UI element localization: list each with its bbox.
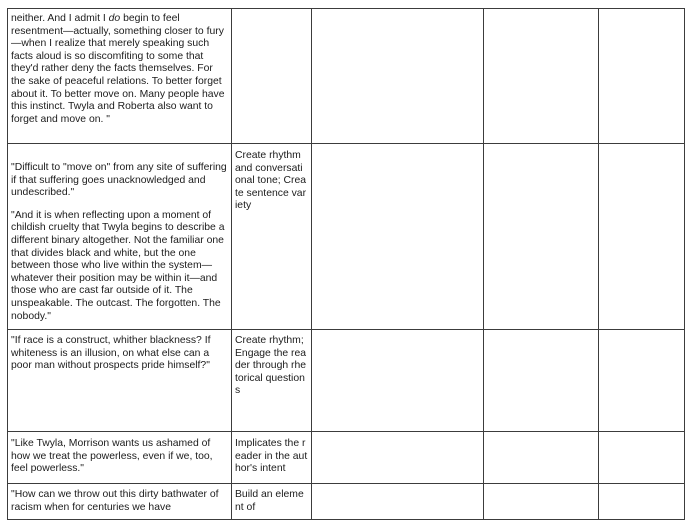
empty-cell bbox=[599, 432, 685, 484]
quote-cell bbox=[8, 144, 232, 330]
empty-cell bbox=[312, 9, 484, 144]
empty-cell bbox=[484, 9, 599, 144]
quote-text: "Like Twyla, Morrison wants us ashamed of how we treat the powerless, even if we, too, feel powerless." bbox=[11, 438, 213, 475]
emphasis-do: do bbox=[108, 13, 121, 24]
empty-cell bbox=[312, 330, 484, 432]
empty-cell bbox=[599, 484, 685, 520]
device-cell: Build an element of bbox=[232, 484, 312, 520]
quote-text: "If race is a construct, whither blackness? If whiteness is an illusion, on what else can a poor man without prospects pride himself?" bbox=[11, 335, 211, 372]
empty-cell bbox=[599, 330, 685, 432]
table-row bbox=[8, 484, 685, 520]
empty-cell bbox=[312, 484, 484, 520]
device-cell: Create rhythm and conversational tone; Create sentence variety bbox=[232, 144, 312, 330]
empty-cell bbox=[312, 432, 484, 484]
empty-cell bbox=[484, 144, 599, 330]
empty-cell bbox=[484, 432, 599, 484]
quote-text: "How can we throw out this dirty bathwater of racism when for centuries we have bbox=[11, 489, 219, 513]
empty-cell bbox=[599, 144, 685, 330]
quote-cell bbox=[8, 330, 232, 432]
quote-cell bbox=[8, 9, 232, 144]
quote-text: "And it is when reflecting upon a moment of childish cruelty that Twyla begins to describe a different binary altogether. Not the familiar one that divides black and white, but the one between those who live within the system—whatever their position may be within it—and those who are cast far outside of it. The unspeakable. The outcast. The forgotten. The nobody." bbox=[11, 209, 225, 322]
device-cell: Create rhythm; Engage the reader through rhetorical questions bbox=[232, 330, 312, 432]
analysis-table bbox=[7, 8, 685, 520]
quote-cell bbox=[8, 432, 232, 484]
device-cell bbox=[232, 9, 312, 144]
empty-cell bbox=[312, 144, 484, 330]
table-row bbox=[8, 9, 685, 144]
quote-text: neither. And I admit I do begin to feel resentment—actually, something closer to fury—when I realize that merely speaking such facts aloud is so discomfiting to some that they'd rather deny the facts themselves. For the sake of peaceful relations. To better forget about it. To better move on. Many people have this instinct. Twyla and Roberta also want to forget and move on. " bbox=[11, 13, 225, 125]
empty-cell bbox=[599, 9, 685, 144]
device-cell: Implicates the reader in the author's intent bbox=[232, 432, 312, 484]
empty-cell bbox=[484, 484, 599, 520]
empty-cell bbox=[484, 330, 599, 432]
table-row bbox=[8, 432, 685, 484]
quote-cell bbox=[8, 484, 232, 520]
table-row bbox=[8, 144, 685, 330]
table-row bbox=[8, 330, 685, 432]
quote-text: "Difficult to "move on" from any site of suffering if that suffering goes unacknowledged and undescribed." bbox=[11, 162, 227, 199]
